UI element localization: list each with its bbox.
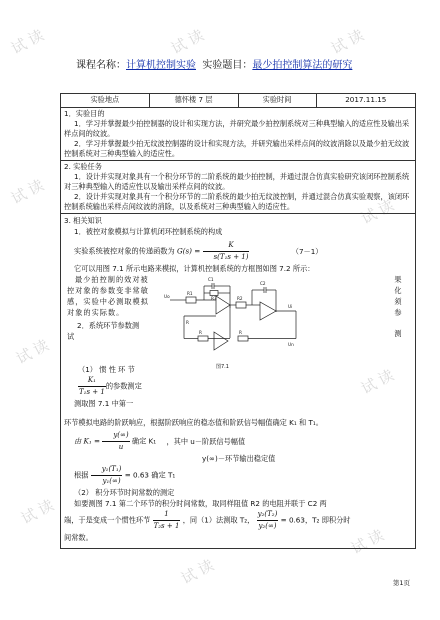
right-char: 果 <box>394 275 402 284</box>
purpose-row <box>61 108 416 161</box>
resistor-r3 <box>210 291 218 296</box>
time-value: 2017.11.15 <box>316 94 415 108</box>
report-table <box>60 93 416 549</box>
label-r2: R2 <box>237 296 243 301</box>
equation-number: （7－1） <box>291 246 323 256</box>
knowledge-row <box>61 214 416 549</box>
task-item: 2．设计并实现对象具有一个积分环节的二阶系统的最少拍无纹波控制，并通过混合仿真实验观察，该闭环控制系统输出采样点间纹波的消除，以及系统对三种典型输入的适应性。 <box>64 192 410 211</box>
opamp-3 <box>214 332 228 350</box>
location-value: 德怀楼 7 层 <box>149 94 238 108</box>
y-note: y(∞)－环节输出稳定值 <box>202 454 276 463</box>
right-text-column <box>387 274 409 339</box>
transfer-lhs: G(s) = <box>176 246 201 256</box>
course-name: 计算机控制实验 <box>126 60 196 71</box>
label-r: R <box>199 330 202 335</box>
knowledge-sub2: 2．系统环节参数测 <box>77 321 140 330</box>
t1-fraction: $\frac{\text{y₁(T₁)}}{\text{y₁(∞)}}$ <box>91 464 123 487</box>
knowledge-heading: 3. 相关知识 <box>64 216 102 225</box>
watermark: 试读 <box>358 194 401 228</box>
left-text-column <box>67 274 151 342</box>
watermark: 试读 <box>178 554 221 588</box>
integral-line: 端，于是变成一个惯性环节 $\frac{1}{\text{T₂s + 1}}$ ，同（1）法测取 T₂， $\frac{\text{y₂(T₂)}}{\text{y₂(∞)}}$ = 0.63，T₂ 即积分时 <box>64 510 351 530</box>
integral-line: 间常数。 <box>64 533 93 542</box>
watermark: 试读 <box>168 24 211 58</box>
task-row <box>61 161 416 214</box>
topic-name: 最少拍控制算法的研究 <box>252 60 353 71</box>
watermark: 试读 <box>8 174 51 208</box>
label-ui: Ui <box>288 304 293 309</box>
purpose-item: 2．学习并掌握最少拍无纹波控制器的设计和实现方法，并研究输出采样点间的纹波消除以及最少拍无纹波控制系统对三种典型输入的适应性。 <box>64 139 410 158</box>
info-row <box>61 94 416 108</box>
purpose-heading: 1．实验目的 <box>64 109 105 118</box>
knowledge-sub2-b: 试 <box>67 332 75 341</box>
watermark: 试读 <box>18 494 61 528</box>
task-item: 1．设计并实现对象具有一个积分环节的二阶系统的最少拍控制，并通过混合仿真实验研究该闭环控制系统对三种典型输入的适应性以及输出采样点间的纹波。 <box>64 172 410 191</box>
resistor-r <box>198 336 208 341</box>
transfer-function-line: 实验系统被控对象的传递函数为 G(s) = $\frac{K}{\text{s(T₁s + 1)}}$ （7－1） <box>74 241 323 261</box>
label-r1: R1 <box>187 291 193 296</box>
label-r: R <box>239 330 242 335</box>
measure-line: 测取图 7.1 中第一 <box>74 399 134 408</box>
topic-label: 实验题目： <box>202 60 253 71</box>
circuit-section <box>64 274 412 378</box>
label-c2: C2 <box>260 281 266 286</box>
watermark: 试读 <box>358 364 401 398</box>
label-r: R <box>186 320 189 325</box>
k1-formula-line: 由 K₁ = $\frac{y(\infty)}{u}$ 确定 K₁ ，其中 u－阶跃信号幅值 <box>74 431 246 451</box>
transfer-fraction: $\frac{K}{\text{s(T₁s + 1)}}$ <box>203 240 250 263</box>
location-label: 实验地点 <box>61 94 150 108</box>
time-label: 实验时间 <box>238 94 316 108</box>
integral-line: 如要测图 7.1 第二个环节的积分时间常数，取同样阻值 R2 的电阻并联于 C2 两 <box>74 499 327 508</box>
min-beat-note: 最少拍控制的效对被控对象的参数变非常敏感，实验中必测取模拟对象的实际数。 <box>67 275 149 317</box>
integral-heading: （2） 积分环节时间常数的测定 <box>74 488 175 497</box>
knowledge-sub1: 1．被控对象模拟与计算机闭环控制系统的构成 <box>74 227 223 236</box>
resistor-r <box>238 336 248 341</box>
figure-caption: 图7.1 <box>216 364 229 370</box>
label-un: Un <box>288 342 294 347</box>
t1-formula-line: 根据 $\frac{\text{y₁(T₁)}}{\text{y₁(∞)}}$ = 0.63 确定 T₁ <box>74 465 176 485</box>
course-header <box>76 56 352 71</box>
task-heading: 2. 实验任务 <box>64 162 102 171</box>
course-label: 课程名称： <box>76 60 126 71</box>
inertia-heading: （1） 惯 性 环 节 <box>78 365 135 374</box>
inertia-fraction: $\frac{\text{K₁}}{\text{T₁s + 1}}$ <box>79 376 105 396</box>
right-char: 化 <box>394 286 402 295</box>
resistor-r2 <box>236 302 246 308</box>
figure-intro: 它可以用图 7.1 所示电路来模拟，计算机控制系统的方框图如图 7.2 所示： <box>74 264 315 273</box>
label-r3: R3 <box>211 296 217 301</box>
watermark: 试读 <box>348 524 391 558</box>
watermark: 试读 <box>13 334 56 368</box>
integral-fraction: $\frac{1}{\text{T₂s + 1}}$ <box>153 510 180 530</box>
integral-fraction-2: $\frac{\text{y₂(T₂)}}{\text{y₂(∞)}}$ <box>257 510 278 530</box>
watermark: 试读 <box>328 24 371 58</box>
right-char: 测 <box>394 329 402 338</box>
label-c1: C1 <box>208 277 214 282</box>
page-number: 第1页 <box>392 579 410 587</box>
opamp-1 <box>216 296 230 314</box>
watermark: 试读 <box>8 24 51 58</box>
response-line: 环节模拟电路的阶跃响应，根据阶跃响应的稳态值和阶跃信号幅值确定 K₁ 和 T₁。 <box>64 418 323 427</box>
resistor-r1 <box>186 297 196 303</box>
k1-fraction: $\frac{y(\infty)}{u}$ <box>102 430 129 453</box>
opamp-2 <box>260 302 276 320</box>
right-char: 参 <box>394 308 402 317</box>
circuit-diagram <box>164 274 304 360</box>
label-uo: Uo <box>164 294 170 299</box>
right-char: 须 <box>394 297 402 306</box>
purpose-item: 1．学习并掌握最少拍控制器的设计和实现方法，并研究最少拍控制系统对三种典型输入的适应性及输出采样点间的纹波。 <box>64 119 410 138</box>
inertia-line: $\frac{\text{K₁}}{\text{T₁s + 1}}$ 的参数测定 <box>79 376 142 396</box>
